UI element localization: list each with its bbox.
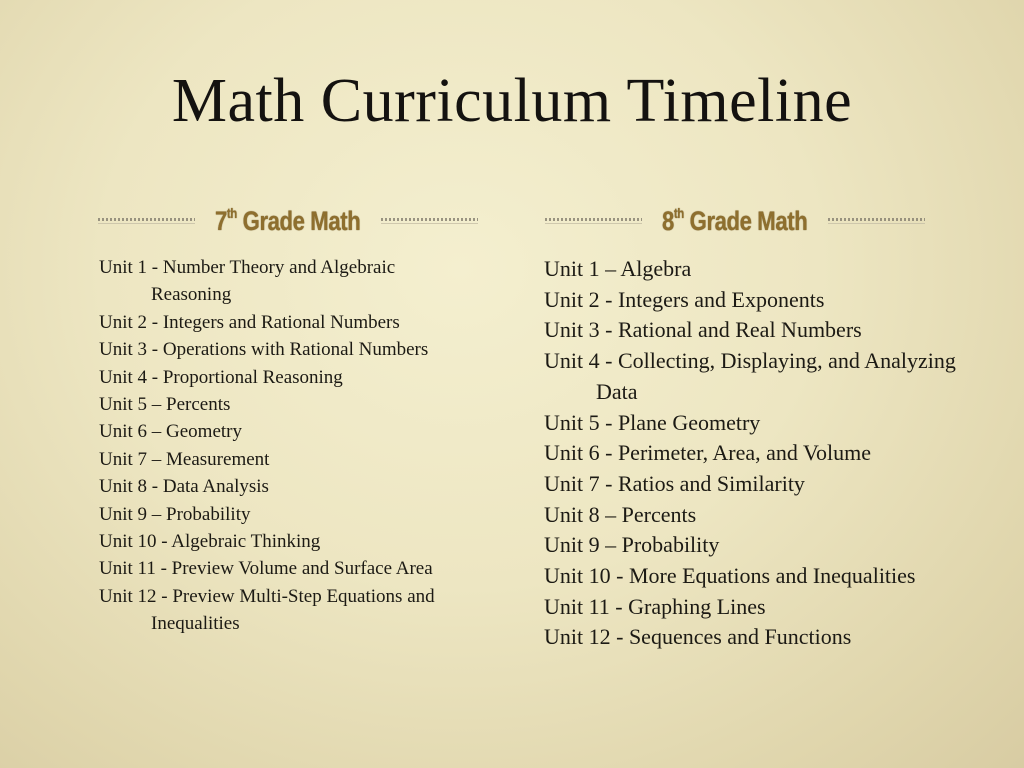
grade8-unit-item: Unit 9 – Probability <box>544 532 720 558</box>
grade7-unit-item: Unit 2 - Integers and Rational Numbers <box>99 311 400 333</box>
grade7-unit-item: Unit 7 – Measurement <box>99 448 270 470</box>
grade8-unit-item: Unit 10 - More Equations and Inequalities <box>544 563 916 589</box>
grade7-heading-ordinal: th <box>227 205 238 221</box>
grade8-heading-label: Grade Math <box>684 206 808 236</box>
grade7-unit-item: Unit 8 - Data Analysis <box>99 476 269 498</box>
grade7-heading-label: Grade Math <box>237 206 361 236</box>
grade7-unit-item: Unit 1 - Number Theory and Algebraic Reasoning <box>99 257 396 306</box>
grade7-unit-item: Unit 9 – Probability <box>99 503 251 525</box>
ornament-divider <box>828 216 925 226</box>
grade8-unit-item: Unit 11 - Graphing Lines <box>544 593 766 619</box>
grade8-unit-item: Unit 3 - Rational and Real Numbers <box>544 317 862 343</box>
ornament-divider <box>98 216 195 226</box>
grade7-heading <box>98 203 478 239</box>
page-title: Math Curriculum Timeline <box>171 67 853 135</box>
grade7-unit-item: Unit 10 - Algebraic Thinking <box>99 531 321 553</box>
grade8-heading <box>545 203 925 239</box>
grade7-unit-item: Unit 6 – Geometry <box>99 421 243 443</box>
grade8-unit-list <box>544 254 994 653</box>
grade7-unit-item: Unit 11 - Preview Volume and Surface Area <box>99 558 433 580</box>
grade7-unit-item: Unit 12 - Preview Multi-Step Equations and Inequalities <box>99 585 435 635</box>
grade8-heading-ordinal: th <box>674 205 685 221</box>
grade7-unit-item: Unit 5 – Percents <box>99 394 231 416</box>
grade8-unit-item: Unit 8 – Percents <box>544 501 697 527</box>
grade8-unit-item: Unit 12 - Sequences and Functions <box>544 624 852 650</box>
grade7-heading-text <box>212 205 364 237</box>
grade8-unit-item: Unit 2 - Integers and Exponents <box>544 286 825 312</box>
grade8-unit-item: Unit 4 - Collecting, Displaying, and Analyzing Data <box>544 348 956 404</box>
grade7-unit-list <box>99 254 479 638</box>
grade7-unit-item: Unit 4 - Proportional Reasoning <box>99 366 343 388</box>
grade7-unit-item: Unit 3 - Operations with Rational Numbers <box>99 339 429 361</box>
grade8-heading-text <box>659 205 811 237</box>
grade8-unit-item: Unit 5 - Plane Geometry <box>544 409 761 435</box>
grade8-unit-item: Unit 6 - Perimeter, Area, and Volume <box>544 440 872 466</box>
ornament-divider <box>381 216 478 226</box>
grade7-heading-number: 7 <box>215 206 228 236</box>
ornament-divider <box>545 216 642 226</box>
grade8-unit-item: Unit 1 – Algebra <box>544 256 692 281</box>
grade8-unit-item: Unit 7 - Ratios and Similarity <box>544 470 805 496</box>
grade8-heading-number: 8 <box>662 206 675 236</box>
